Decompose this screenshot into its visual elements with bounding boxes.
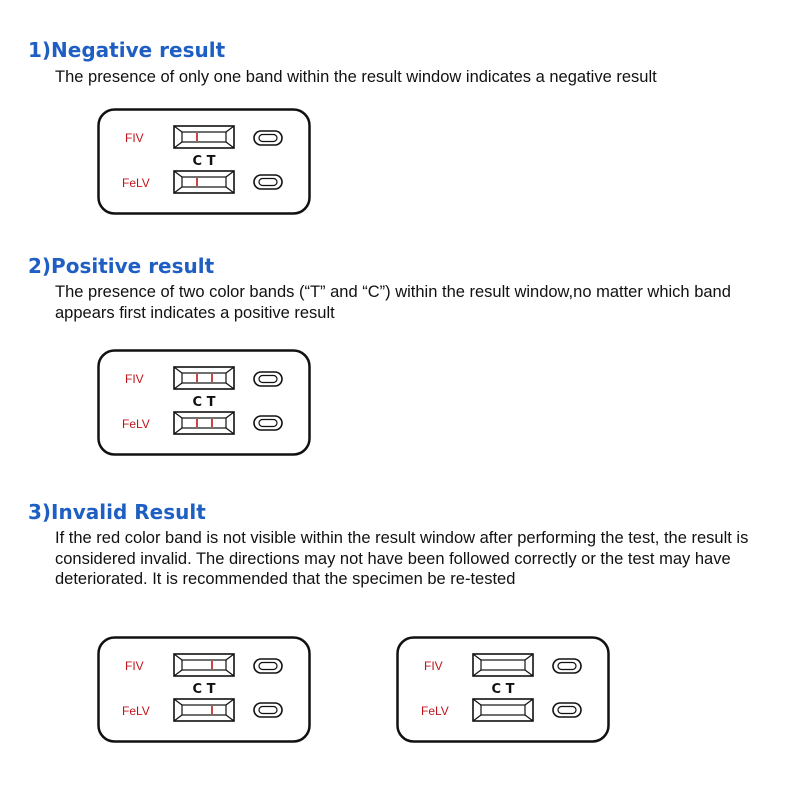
fiv-result-window <box>174 654 234 676</box>
fiv-sample-well-icon <box>254 372 282 386</box>
description-invalid: If the red color band is not visible within the result window after performing the test, the result is considered invalid. The directions may not have been followed correctly or the test may have deteriorated. It is recommended that the specimen be re-tested <box>55 529 749 588</box>
felv-sample-well-icon <box>254 416 282 430</box>
ct-marker: C T <box>491 682 515 697</box>
felv-result-window <box>473 699 533 721</box>
fiv-label: FIV <box>125 659 144 673</box>
description-positive: The presence of two color bands (“T” and “C”) within the result window,no matter which band appears first indicates a positive result <box>55 283 731 322</box>
ct-marker: C T <box>192 154 216 169</box>
felv-sample-well-icon <box>254 175 282 189</box>
felv-result-window <box>174 699 234 721</box>
fiv-label: FIV <box>125 372 144 386</box>
heading-positive: 2)Positive result <box>28 254 215 278</box>
test-card-invalid-2 <box>396 636 610 744</box>
fiv-result-window <box>473 654 533 676</box>
felv-label: FeLV <box>122 417 150 431</box>
fiv-sample-well-icon <box>553 659 581 673</box>
fiv-label: FIV <box>424 659 443 673</box>
ct-marker: C T <box>192 682 216 697</box>
test-card-positive <box>97 349 311 457</box>
felv-sample-well-icon <box>254 703 282 717</box>
heading-negative: 1)Negative result <box>28 38 226 62</box>
felv-result-window <box>174 412 234 434</box>
felv-result-window <box>174 171 234 193</box>
fiv-result-window <box>174 367 234 389</box>
felv-label: FeLV <box>122 704 150 718</box>
felv-label: FeLV <box>421 704 449 718</box>
ct-marker: C T <box>192 395 216 410</box>
fiv-label: FIV <box>125 131 144 145</box>
description-negative: The presence of only one band within the result window indicates a negative result <box>55 68 657 86</box>
felv-label: FeLV <box>122 176 150 190</box>
fiv-sample-well-icon <box>254 659 282 673</box>
felv-sample-well-icon <box>553 703 581 717</box>
heading-invalid: 3)Invalid Result <box>28 500 206 524</box>
fiv-sample-well-icon <box>254 131 282 145</box>
fiv-result-window <box>174 126 234 148</box>
test-card-invalid-1 <box>97 636 311 744</box>
test-card-negative <box>97 108 311 216</box>
